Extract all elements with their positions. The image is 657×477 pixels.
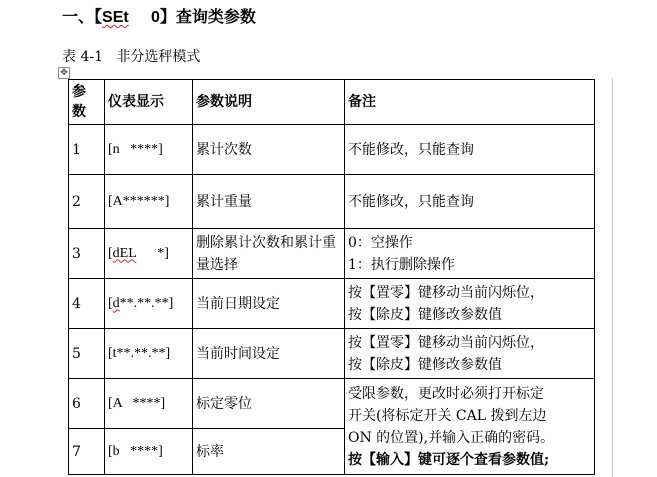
header-note: 备注 (345, 80, 595, 125)
header-display: 仪表显示 (105, 80, 193, 125)
table-row (69, 229, 595, 279)
row-number: 1 (69, 125, 105, 175)
row-note: 不能修改，只能查询 (345, 175, 595, 229)
row-description: 累计重量 (193, 175, 345, 229)
heading-gap (129, 7, 151, 26)
heading-suffix: 】查询类参数 (159, 7, 256, 26)
row-number: 3 (69, 229, 105, 279)
row-number: 6 (69, 379, 105, 429)
row-note: 按【置零】键移动当前闪烁位， 按【除皮】键修改参数值 (345, 279, 595, 329)
table-row (69, 125, 595, 175)
row-description: 删除累计次数和累计重量选择 (193, 229, 345, 279)
heading-code: SEt (102, 9, 129, 26)
table-move-handle-icon[interactable]: ✥ (58, 67, 70, 79)
row-description: 当前时间设定 (193, 329, 345, 379)
row-description: 累计次数 (193, 125, 345, 175)
row-note: 0：空操作 1：执行删除操作 (345, 229, 595, 279)
row-number: 2 (69, 175, 105, 229)
row-display: [n ****] (105, 125, 193, 175)
page-margin-line (612, 78, 613, 477)
row-description: 标率 (193, 429, 345, 475)
row-description: 当前日期设定 (193, 279, 345, 329)
row-number: 4 (69, 279, 105, 329)
row-display: [t**.**.**] (105, 329, 193, 379)
row-display: [A******] (105, 175, 193, 229)
row-number: 7 (69, 429, 105, 475)
row-number: 5 (69, 329, 105, 379)
table-header-row (69, 80, 595, 125)
header-description: 参数说明 (193, 80, 345, 125)
section-heading (62, 4, 256, 27)
heading-prefix: 一、【 (62, 7, 103, 26)
merged-note: 受限参数，更改时必须打开标定 开关(将标定开关 CAL 拨到左边 ON 的位置),并输入正确的密码。 按【输入】键可逐个查看参数值; (345, 379, 595, 475)
table-row (69, 329, 595, 379)
row-display: [A ****] (105, 379, 193, 429)
heading-zero: 0 (150, 9, 160, 26)
table-caption: 表 4-1 非分选秤模式 (62, 49, 201, 65)
table-row (69, 175, 595, 229)
row-description: 标定零位 (193, 379, 345, 429)
row-display: [dEL *] (105, 229, 193, 279)
header-number: 参 数 (69, 80, 105, 125)
row-note: 不能修改，只能查询 (345, 125, 595, 175)
table-row (69, 279, 595, 329)
parameter-table (68, 79, 595, 475)
row-display: [d**.**.**] (105, 279, 193, 329)
row-display: [b ****] (105, 429, 193, 475)
table-row (69, 379, 595, 429)
row-note: 按【置零】键移动当前闪烁位， 按【除皮】键修改参数值 (345, 329, 595, 379)
